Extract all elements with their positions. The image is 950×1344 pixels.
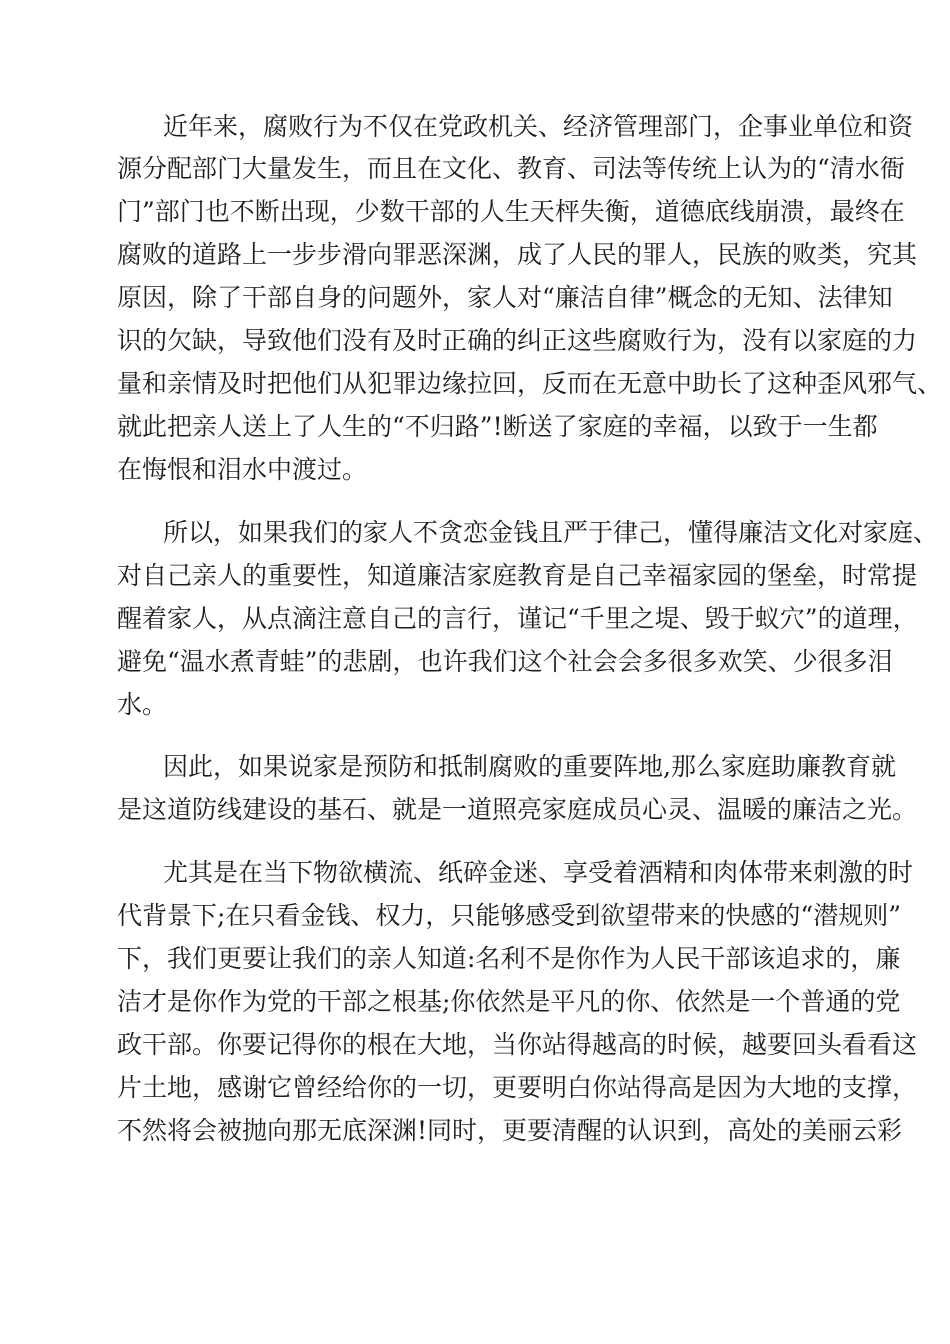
text-line: 所以，如果我们的家人不贪恋金钱且严于律己，懂得廉洁文化对家庭、 — [163, 518, 939, 547]
text-line: 是这道防线建设的基石、就是一道照亮家庭成员心灵、温暖的廉洁之光。 — [117, 795, 918, 824]
text-line: 腐败的道路上一步步滑向罪恶深渊，成了人民的罪人，民族的败类，究其 — [117, 240, 918, 269]
text-line: 近年来，腐败行为不仅在党政机关、经济管理部门，企事业单位和资 — [163, 112, 914, 141]
text-line: 醒着家人，从点滴注意自己的言行，谨记“千里之堤、毁于蚁穴”的道理， — [117, 604, 918, 633]
text-line: 尤其是在当下物欲横流、纸碎金迷、享受着酒精和肉体带来刺激的时 — [163, 858, 914, 887]
text-line: 在悔恨和泪水中渡过。 — [117, 455, 368, 484]
text-line: 避免“温水煮青蛙”的悲剧，也许我们这个社会会多很多欢笑、少很多泪 — [117, 647, 893, 676]
text-line: 代背景下;在只看金钱、权力，只能够感受到欲望带来的快感的“潜规则” — [117, 901, 901, 930]
text-line: 识的欠缺，导致他们没有及时正确的纠正这些腐败行为，没有以家庭的力 — [117, 326, 918, 355]
text-line: 门”部门也不断出现，少数干部的人生天枰失衡，道德底线崩溃，最终在 — [117, 197, 905, 226]
text-line: 量和亲情及时把他们从犯罪边缘拉回，反而在无意中助长了这种歪风邪气、 — [117, 369, 943, 398]
text-line: 片土地，感谢它曾经给你的一切，更要明白你站得高是因为大地的支撑， — [117, 1073, 918, 1102]
text-line: 洁才是你作为党的干部之根基;你依然是平凡的你、依然是一个普通的党 — [117, 987, 901, 1016]
text-line: 对自己亲人的重要性，知道廉洁家庭教育是自己幸福家园的堡垒，时常提 — [117, 561, 918, 590]
text-line: 政干部。你要记得你的根在大地，当你站得越高的时候，越要回头看看这 — [117, 1030, 918, 1059]
text-line: 下，我们更要让我们的亲人知道:名利不是你作为人民干部该追求的，廉 — [117, 944, 901, 973]
text-line: 不然将会被抛向那无底深渊!同时，更要清醒的认识到，高处的美丽云彩 — [117, 1116, 903, 1145]
text-line: 水。 — [117, 690, 168, 719]
text-line: 就此把亲人送上了人生的“不归路”!断送了家庭的幸福，以致于一生都 — [117, 412, 878, 441]
text-line: 因此，如果说家是预防和抵制腐败的重要阵地,那么家庭助廉教育就 — [163, 752, 896, 781]
text-line: 源分配部门大量发生，而且在文化、教育、司法等传统上认为的“清水衙 — [117, 154, 905, 183]
text-line: 原因，除了干部自身的问题外，家人对“廉洁自律”概念的无知、法律知 — [117, 283, 893, 312]
